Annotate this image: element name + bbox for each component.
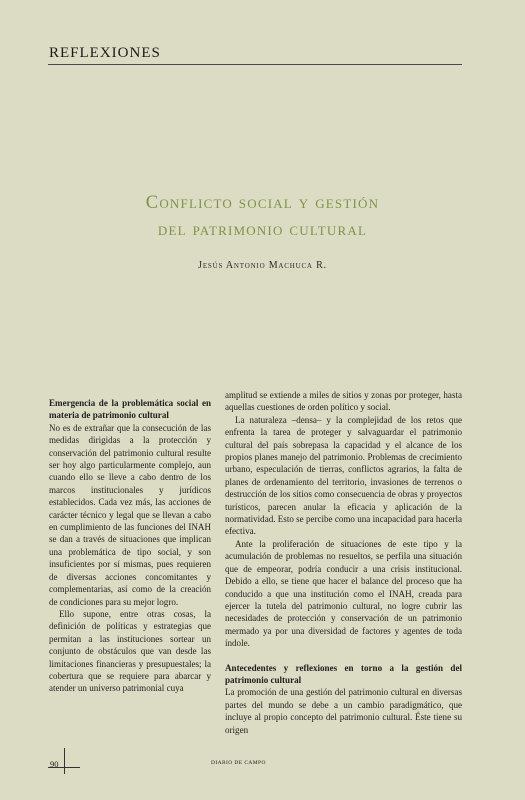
section-label: REFLEXIONES <box>49 45 161 61</box>
footer-crop-mark-vertical <box>64 748 65 774</box>
right-section-heading: Antecedentes y reflexiones en torno a la gestión del patrimonio cultural <box>225 662 462 685</box>
right-paragraph-continued: amplitud se extiende a miles de sitios y zonas por proteger, hasta aquellas cuestiones de orden político y social. <box>225 390 462 413</box>
page-number: 90 <box>50 759 59 769</box>
left-section-heading: Emergencia de la problemática social en materia de patrimonio cultural <box>49 398 211 421</box>
right-paragraph-1: La naturaleza –densa– y la complejidad de los retos que enfrenta la tarea de proteger y salvaguardar el patrimonio cultural del país sobrepasa la capacidad y el alcance de los propios planes manejo del patrimonio. Problemas de crecimiento urbano, especulación de tierras, conflictos agrarios, la falta de planes de ordenamiento del territorio, invasiones de terrenos o destrucción de los sitios como consecuencia de obras y proyectos turísticos, parecen anular la eficacia y aplicación de la normatividad. Esto se percibe como una incapacidad para hacerla efectiva. <box>225 414 462 537</box>
left-column <box>49 397 211 695</box>
article-author: Jesús Antonio Machuca R. <box>198 260 327 271</box>
left-paragraph-2: Ello supone, entre otras cosas, la definición de políticas y estrategias que permitan a las instituciones sortear un conjunto de obstáculos que van desde las limitaciones financieras y presupuestales; la cobertura que se requiere para abarcar y atender un universo patrimonial cuya <box>49 608 211 694</box>
right-paragraph-3: La promoción de una gestión del patrimonio cultural en diversas partes del mundo se debe a un cambio paradigmático, que incluye al propio concepto del patrimonio cultural. Éste tiene su origen <box>225 687 462 735</box>
right-column <box>225 389 462 736</box>
journal-name: DIARIO DE CAMPO <box>211 760 266 766</box>
article-title-line-1: Conflicto social y gestión <box>145 193 380 213</box>
header-rule <box>48 64 462 65</box>
article-title-line-2: del patrimonio cultural <box>157 220 368 240</box>
left-paragraph-1: No es de extrañar que la consecución de las medidas dirigidas a la protección y conservación del patrimonio cultural resulte ser hoy algo particularmente complejo, aun cuando ello se lleve a cabo dentro de los marcos institucionales y jurídicos establecidos. Cada vez más, las acciones de carácter técnico y legal que se llevan a cabo en cumplimiento de las funciones del INAH se dan a través de situaciones que implican una problemática de tipo social, y son insuficientes por sí mismas, pues requieren de diversas acciones concomitantes y complementarias, así como de la creación de condiciones para su mejor logro. <box>49 422 211 607</box>
right-paragraph-2: Ante la proliferación de situaciones de este tipo y la acumulación de problemas no resueltos, se perfila una situación que de empeorar, podría conducir a una crisis institucional. Debido a ello, se tiene que hacer el balance del proceso que ha conducido a que una institución como el INAH, creada para ejercer la tutela del patrimonio cultural, no logre cubrir las necesidades de protección y conservación de un patrimonio mermado ya por una diversidad de factores y agentes de toda índole. <box>225 538 462 649</box>
